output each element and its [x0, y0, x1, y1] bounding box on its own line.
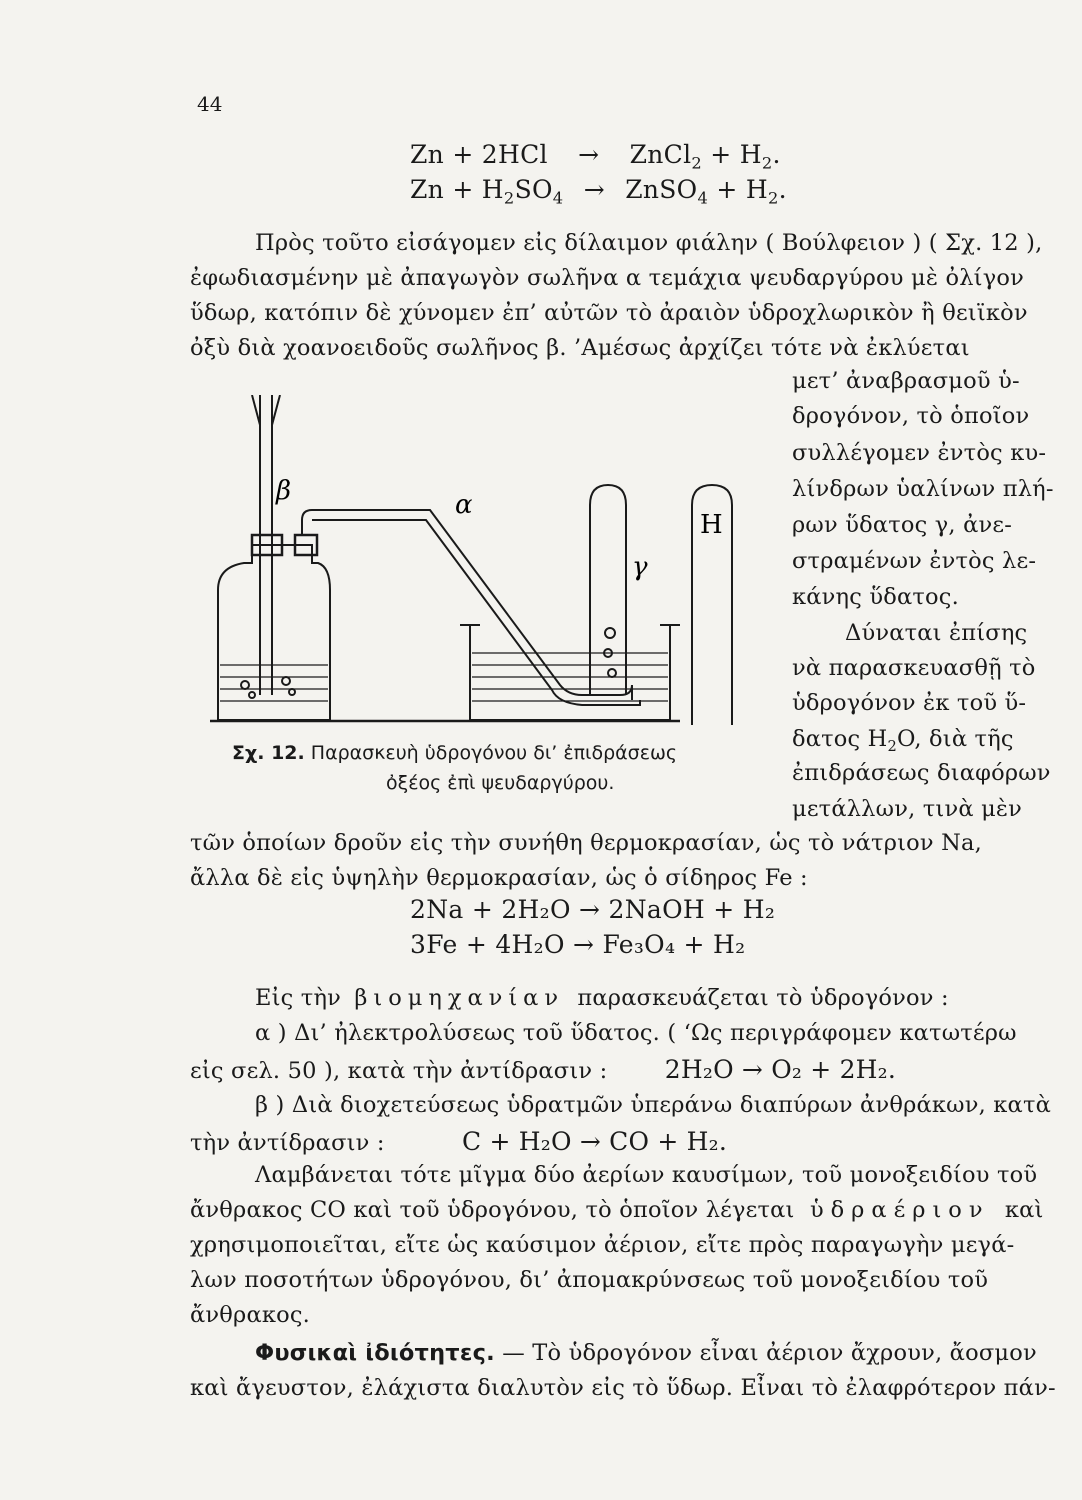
side-text-line: ρων ὕδατος γ, ἀνε-	[792, 512, 1013, 538]
side-text-line: λίνδρων ὑαλίνων πλή-	[792, 476, 1054, 502]
para1-line: ὕδωρ, κατόπιν δὲ χύνομεν ἐπ’ αὐτῶν τὸ ἀραιὸν ὑδροχλωρικὸν ἢ θειϊκὸν	[190, 300, 1028, 326]
side-text-line: στραμένων ἐντὸς λε-	[792, 548, 1037, 574]
figure-caption-line2: ὀξέος ἐπὶ ψευδαργύρου.	[386, 772, 615, 794]
side-text-line: δατος $H_2O$, διὰ τῆς	[792, 726, 1014, 756]
industry-a-line: α ) Δι’ ἠλεκτρολύσεως τοῦ ὕδατος. ( ‘Ως περιγράφομεν κατωτέρω	[255, 1020, 1017, 1046]
physical-heading: Φυσικαὶ ἰδιότητες.	[255, 1340, 495, 1366]
para2-line: τῶν ὁποίων δροῦν εἰς τὴν συνήθη θερμοκρασίαν, ὡς τὸ νάτριον Na,	[190, 830, 982, 856]
industry-intro: Εἰς τὴν βιομηχανίαν παρασκευάζεται τὸ ὑδρογόνον :	[255, 985, 949, 1011]
side-text-line: κάνης ὕδατος.	[792, 584, 959, 610]
woulfe-bottle	[218, 545, 330, 720]
figure-caption: Σχ. 12. Παρασκευὴ ὑδρογόνου δι’ ἐπιδράσεως	[232, 742, 678, 764]
para3-line: χρησιμοποιεῖται, εἴτε ὡς καύσιμον ἀέριον, εἴτε πρὸς παραγωγὴν μεγά-	[190, 1232, 1015, 1258]
para3-line: ἄνθρακος CO καὶ τοῦ ὑδρογόνου, τὸ ὁποῖον λέγεται ὑδραέριον καὶ	[190, 1197, 1044, 1223]
delivery-tube	[302, 510, 632, 700]
collecting-cylinder	[590, 485, 626, 695]
para3-line: Λαμβάνεται τότε μῖγμα δύο ἀερίων καυσίμων, τοῦ μονοξειδίου τοῦ	[255, 1162, 1038, 1188]
side-text-line: ὑδρογόνον ἐκ τοῦ ὕ-	[792, 690, 1027, 716]
side-text-line: συλλέγομεν ἐντὸς κυ-	[792, 440, 1047, 466]
equation-sodium: 2Na + 2H₂O → 2NaOH + H₂	[410, 895, 776, 924]
side-text-line: ἐπιδράσεως διαφόρων	[792, 760, 1051, 786]
side-text-line: μετ’ ἀναβρασμοῦ ὑ-	[792, 368, 1020, 394]
para1-line: ὀξὺ διὰ χοανοειδοῦς σωλῆνος β. ’Αμέσως ἀρχίζει τότε νὰ ἐκλύεται	[190, 335, 970, 361]
equation-zn-h2so4: $Zn + H_2SO_4$ → ZnSO$_4$ + $H_2$.	[410, 175, 787, 208]
side-text-line: δρογόνον, τὸ ὁποῖον	[792, 403, 1030, 429]
label-beta: β	[276, 476, 292, 506]
industry-a-line: εἰς σελ. 50 ), κατὰ τὴν ἀντίδρασιν : 2H₂O → O₂ + 2H₂.	[190, 1055, 897, 1084]
physical-properties-line: καὶ ἄγευστον, ἐλάχιστα διαλυτὸν εἰς τὸ ὕδωρ. Εἶναι τὸ ἐλαφρότερον πάν-	[190, 1375, 1056, 1401]
para3-line: λων ποσοτήτων ὑδρογόνου, δι’ ἀπομακρύνσεως τοῦ μονοξειδίου τοῦ	[190, 1267, 989, 1293]
physical-properties-line: Φυσικαὶ ἰδιότητες. — Τὸ ὑδρογόνον εἶναι ἀέριον ἄχρουν, ἄοσμον	[255, 1340, 1037, 1366]
para3-line: ἄνθρακος.	[190, 1302, 311, 1328]
label-alpha: α	[455, 490, 473, 520]
side-text-line: Δύναται ἐπίσης	[845, 620, 1028, 646]
industry-b-line: β ) Διὰ διοχετεύσεως ὑδρατμῶν ὑπεράνω διαπύρων ἀνθράκων, κατὰ	[255, 1092, 1051, 1118]
page-number: 44	[197, 92, 223, 116]
para1-line: Πρὸς τοῦτο εἰσάγομεν εἰς δίλαιμον φιάλην ( Βούλφειον ) ( Σχ. 12 ),	[255, 230, 1043, 256]
side-text-line: νὰ παρασκευασθῇ τὸ	[792, 655, 1036, 681]
side-text-line: μετάλλων, τινὰ μὲν	[792, 796, 1023, 822]
industry-b-line: τὴν ἀντίδρασιν : C + H₂O → CO + H₂.	[190, 1127, 727, 1156]
para2-line: ἄλλα δὲ εἰς ὑψηλὴν θερμοκρασίαν, ὡς ὁ σίδηρος Fe :	[190, 865, 808, 891]
apparatus-figure	[200, 395, 760, 735]
label-gamma: γ	[632, 552, 648, 582]
label-H: H	[700, 510, 723, 540]
para1-line: ἐφωδιασμένην μὲ ἀπαγωγὸν σωλῆνα α τεμάχια ψευδαργύρου μὲ ὀλίγον	[190, 265, 1024, 291]
equation-zn-hcl: Zn + 2HCl → ZnCl$_2$ + $H_2$.	[410, 140, 781, 173]
equation-iron: 3Fe + 4H₂O → Fe₃O₄ + H₂	[410, 930, 746, 959]
